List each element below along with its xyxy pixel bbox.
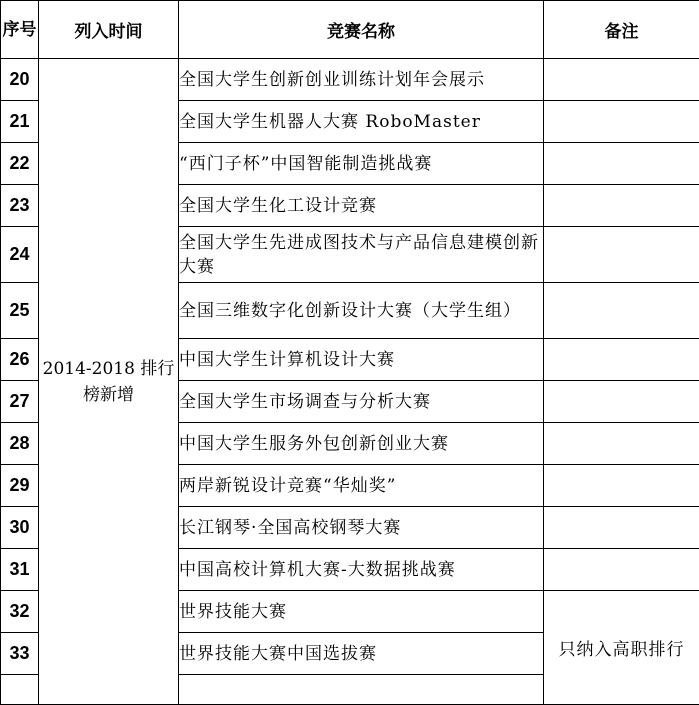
listed-time-cell: 2014-2018 排行榜新增 [39, 59, 179, 705]
contest-name: 中国大学生计算机设计大赛 [179, 339, 544, 381]
remark-cell [544, 283, 699, 339]
contest-name: 长江钢琴·全国高校钢琴大赛 [179, 507, 544, 549]
remark-cell [544, 227, 699, 283]
row-number: 27 [1, 381, 39, 423]
remark-cell [544, 339, 699, 381]
row-number: 31 [1, 549, 39, 591]
remark-cell [544, 101, 699, 143]
remark-cell [544, 549, 699, 591]
header-remark: 备注 [544, 1, 699, 59]
remark-cell [544, 143, 699, 185]
row-number [1, 675, 39, 705]
remark-cell [544, 465, 699, 507]
header-index: 序号 [1, 1, 39, 59]
row-number: 21 [1, 101, 39, 143]
contest-name: “西门子杯”中国智能制造挑战赛 [179, 143, 544, 185]
contest-name: 中国高校计算机大赛-大数据挑战赛 [179, 549, 544, 591]
contest-name: 两岸新锐设计竞赛“华灿奖” [179, 465, 544, 507]
remark-cell [544, 59, 699, 101]
row-number: 25 [1, 283, 39, 339]
row-number: 23 [1, 185, 39, 227]
row-number: 26 [1, 339, 39, 381]
contest-name: 中国大学生服务外包创新创业大赛 [179, 423, 544, 465]
remark-cell [544, 507, 699, 549]
remark-vocational-only: 只纳入高职排行 [544, 591, 699, 705]
row-number: 22 [1, 143, 39, 185]
remark-cell [544, 381, 699, 423]
row-number: 32 [1, 591, 39, 633]
row-number: 29 [1, 465, 39, 507]
contest-name: 全国大学生化工设计竞赛 [179, 185, 544, 227]
table-row [1, 59, 699, 101]
contest-name: 全国大学生机器人大赛 RoboMaster [179, 101, 544, 143]
contest-name: 全国大学生创新创业训练计划年会展示 [179, 59, 544, 101]
row-number: 24 [1, 227, 39, 283]
contest-name: 世界技能大赛 [179, 591, 544, 633]
header-listed-time: 列入时间 [39, 1, 179, 59]
contest-name: 全国三维数字化创新设计大赛（大学生组） [179, 283, 544, 339]
header-contest-name: 竞赛名称 [179, 1, 544, 59]
contest-name: 全国大学生先进成图技术与产品信息建模创新大赛 [179, 227, 544, 283]
remark-cell [544, 185, 699, 227]
row-number: 30 [1, 507, 39, 549]
contest-name: 世界技能大赛中国选拔赛 [179, 633, 544, 675]
row-number: 20 [1, 59, 39, 101]
row-number: 33 [1, 633, 39, 675]
header-row [1, 1, 699, 59]
row-number: 28 [1, 423, 39, 465]
contest-name [179, 675, 544, 705]
contest-name: 全国大学生市场调查与分析大赛 [179, 381, 544, 423]
remark-cell [544, 423, 699, 465]
